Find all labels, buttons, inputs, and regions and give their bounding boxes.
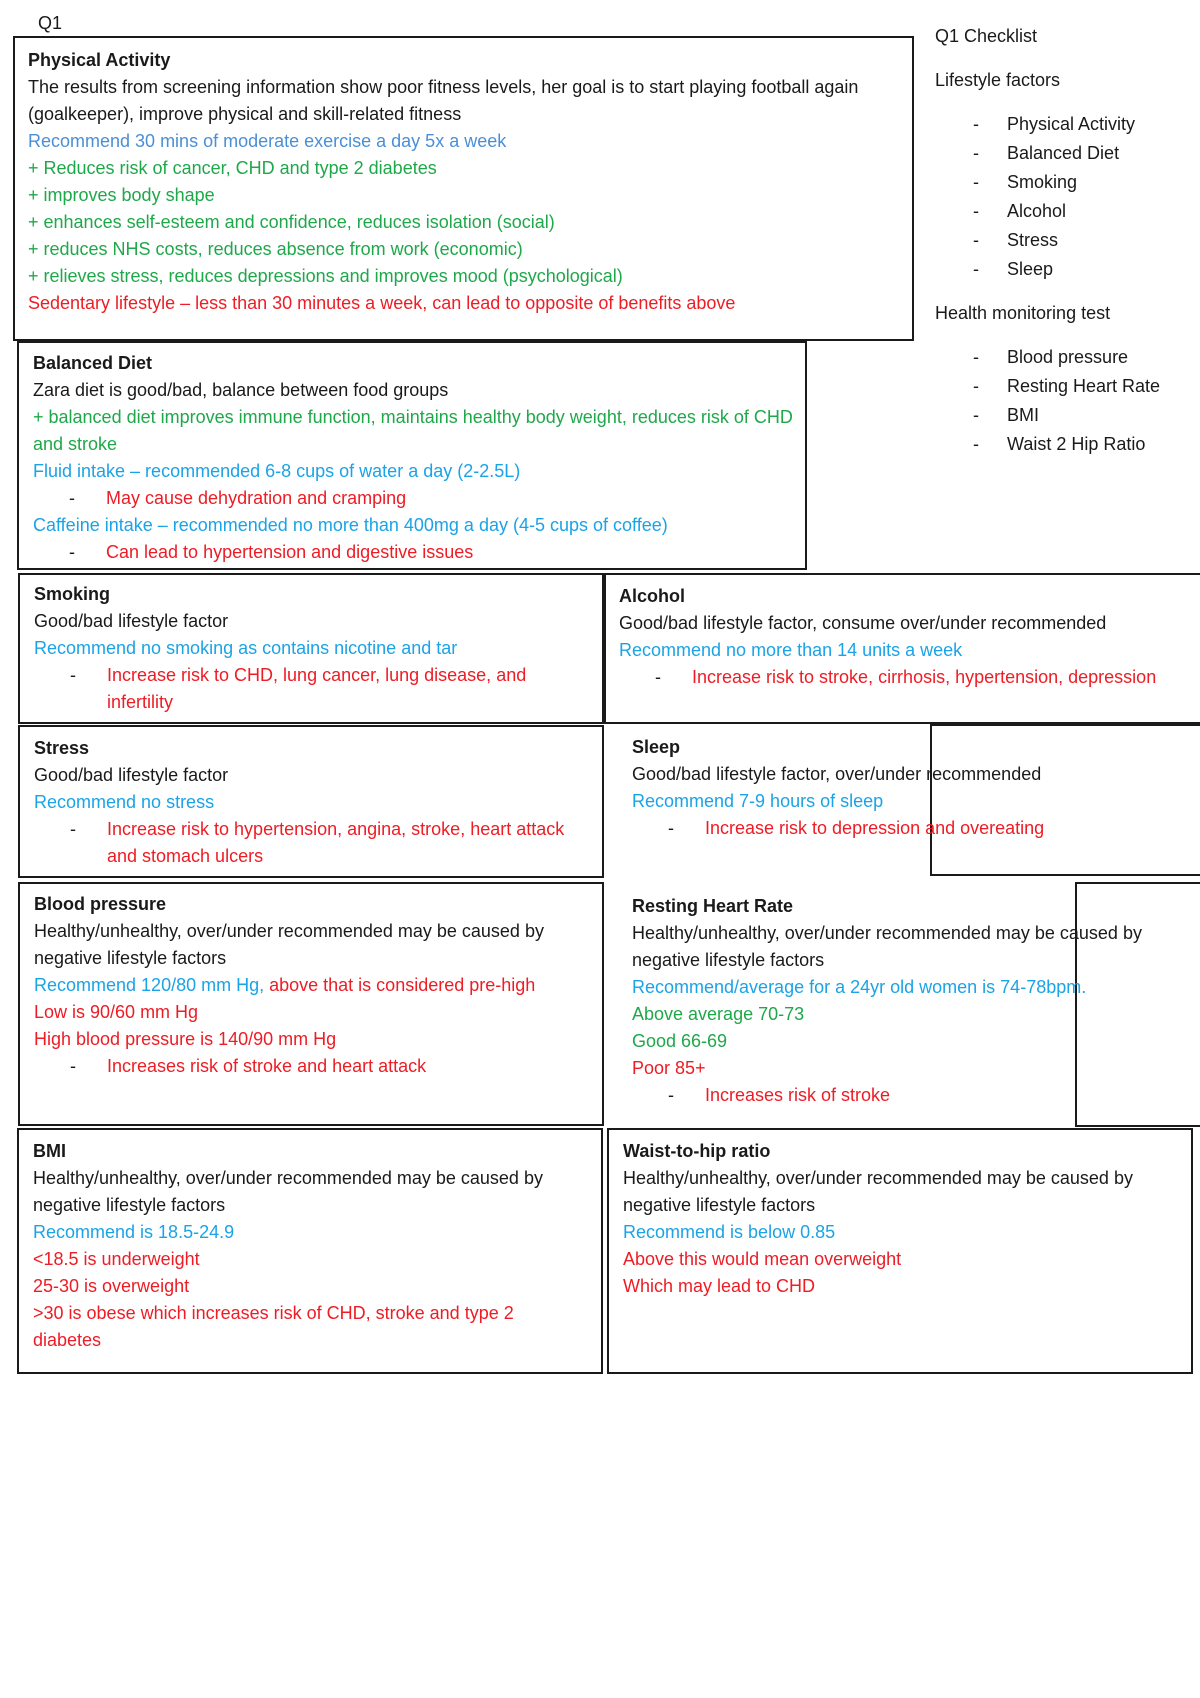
bmi-title: BMI: [33, 1141, 66, 1161]
blood-pressure-title: Blood pressure: [34, 894, 167, 914]
balanced-diet-fluid: Fluid intake – recommended 6-8 cups of water a day (2-2.5L): [33, 461, 521, 481]
balanced-diet-caffeine-risk: - Can lead to hypertension and digestive issues: [33, 539, 793, 566]
physical-activity-title: Physical Activity: [28, 50, 171, 70]
bmi-section: [33, 1138, 588, 1354]
checklist-health-heading: Health monitoring test: [935, 303, 1111, 323]
physical-activity-recommend: Recommend 30 mins of moderate exercise a day 5x a week: [28, 131, 507, 151]
checklist-lifestyle-heading: Lifestyle factors: [935, 70, 1061, 90]
alcohol-risk: - Increase risk to stroke, cirrhosis, hypertension, depression: [619, 664, 1162, 691]
smoking-section: [34, 581, 594, 716]
sleep-risk: - Increase risk to depression and overeating: [632, 815, 1197, 842]
physical-activity-benefit: + relieves stress, reduces depressions and improves mood (psychological): [28, 266, 623, 286]
sleep-recommend: Recommend 7-9 hours of sleep: [632, 791, 884, 811]
blood-pressure-low: Low is 90/60 mm Hg: [34, 1002, 199, 1022]
bmi-obese: >30 is obese which increases risk of CHD, stroke and type 2 diabetes: [33, 1303, 514, 1350]
alcohol-title: Alcohol: [619, 586, 685, 606]
balanced-diet-fluid-risk: - May cause dehydration and cramping: [33, 485, 793, 512]
physical-activity-intro: The results from screening information show poor fitness levels, her goal is to start playing football again (goalkeeper), improve physical and skill-related fitness: [28, 77, 859, 124]
alcohol-section: [619, 583, 1194, 691]
checklist-health-list: [935, 343, 1195, 459]
resting-heart-rate-risk: - Increases risk of stroke: [632, 1082, 1192, 1109]
checklist-title: Q1 Checklist: [935, 26, 1038, 46]
checklist-item: - Sleep: [935, 255, 1195, 284]
blood-pressure-recommend-note: above that is considered pre-high: [269, 975, 536, 995]
waist-hip-section: [623, 1138, 1183, 1300]
blood-pressure-section: [34, 891, 589, 1080]
bmi-underweight: <18.5 is underweight: [33, 1249, 200, 1269]
waist-hip-above: Above this would mean overweight: [623, 1249, 902, 1269]
smoking-title: Smoking: [34, 584, 111, 604]
blood-pressure-intro: Healthy/unhealthy, over/under recommended may be caused by negative lifestyle factors: [34, 921, 544, 968]
q1-label: Q1: [38, 13, 63, 33]
resting-heart-rate-good: Good 66-69: [632, 1031, 728, 1051]
smoking-recommend: Recommend no smoking as contains nicotine and tar: [34, 638, 458, 658]
sleep-title: Sleep: [632, 737, 681, 757]
resting-heart-rate-title: Resting Heart Rate: [632, 896, 794, 916]
resting-heart-rate-above-average: Above average 70-73: [632, 1004, 805, 1024]
physical-activity-section: [28, 47, 898, 317]
physical-activity-benefit: + enhances self-esteem and confidence, reduces isolation (social): [28, 212, 555, 232]
waist-hip-title: Waist-to-hip ratio: [623, 1141, 771, 1161]
blood-pressure-risk: - Increases risk of stroke and heart attack: [34, 1053, 589, 1080]
physical-activity-benefit: + Reduces risk of cancer, CHD and type 2 diabetes: [28, 158, 437, 178]
stress-recommend: Recommend no stress: [34, 792, 215, 812]
physical-activity-benefit: + improves body shape: [28, 185, 215, 205]
alcohol-recommend: Recommend no more than 14 units a week: [619, 640, 963, 660]
checklist-lifestyle-list: [935, 110, 1195, 284]
checklist-item: - Smoking: [935, 168, 1195, 197]
blood-pressure-recommend: [34, 972, 574, 999]
blood-pressure-recommend-value: Recommend 120/80 mm Hg,: [34, 975, 270, 995]
bmi-overweight: 25-30 is overweight: [33, 1276, 190, 1296]
balanced-diet-benefit: + balanced diet improves immune function, maintains healthy body weight, reduces risk of CHD and stroke: [33, 407, 793, 454]
checklist-item: - Physical Activity: [935, 110, 1195, 139]
balanced-diet-section: [33, 350, 793, 566]
bmi-intro: Healthy/unhealthy, over/under recommended may be caused by negative lifestyle factors: [33, 1168, 543, 1215]
checklist-item: - BMI: [935, 401, 1195, 430]
checklist-item: - Alcohol: [935, 197, 1195, 226]
sleep-intro: Good/bad lifestyle factor, over/under recommended: [632, 764, 1042, 784]
sleep-section: [632, 734, 1197, 842]
stress-section: [34, 735, 594, 870]
checklist-item: - Waist 2 Hip Ratio: [935, 430, 1195, 459]
smoking-intro: Good/bad lifestyle factor: [34, 611, 229, 631]
waist-hip-lead: Which may lead to CHD: [623, 1276, 816, 1296]
balanced-diet-title: Balanced Diet: [33, 353, 153, 373]
resting-heart-rate-intro: Healthy/unhealthy, over/under recommended may be caused by negative lifestyle factors: [632, 923, 1142, 970]
resting-heart-rate-section: [632, 893, 1192, 1109]
physical-activity-benefit: + reduces NHS costs, reduces absence from work (economic): [28, 239, 523, 259]
waist-hip-intro: Healthy/unhealthy, over/under recommended may be caused by negative lifestyle factors: [623, 1168, 1133, 1215]
waist-hip-recommend: Recommend is below 0.85: [623, 1222, 836, 1242]
checklist-item: - Resting Heart Rate: [935, 372, 1195, 401]
resting-heart-rate-poor: Poor 85+: [632, 1058, 706, 1078]
checklist-item: - Stress: [935, 226, 1195, 255]
checklist-item: - Blood pressure: [935, 343, 1195, 372]
stress-intro: Good/bad lifestyle factor: [34, 765, 229, 785]
physical-activity-sedentary: Sedentary lifestyle – less than 30 minutes a week, can lead to opposite of benefits above: [28, 293, 736, 313]
stress-risk: - Increase risk to hypertension, angina, stroke, heart attack and stomach ulcers: [34, 816, 577, 870]
checklist-item: - Balanced Diet: [935, 139, 1195, 168]
stress-title: Stress: [34, 738, 90, 758]
resting-heart-rate-recommend: Recommend/average for a 24yr old women is 74-78bpm.: [632, 977, 1087, 997]
checklist: [935, 22, 1195, 459]
balanced-diet-caffeine: Caffeine intake – recommended no more than 400mg a day (4-5 cups of coffee): [33, 515, 668, 535]
balanced-diet-intro: Zara diet is good/bad, balance between food groups: [33, 380, 449, 400]
blood-pressure-high: High blood pressure is 140/90 mm Hg: [34, 1029, 337, 1049]
smoking-risk: - Increase risk to CHD, lung cancer, lung disease, and infertility: [34, 662, 577, 716]
alcohol-intro: Good/bad lifestyle factor, consume over/under recommended: [619, 613, 1107, 633]
bmi-recommend: Recommend is 18.5-24.9: [33, 1222, 235, 1242]
